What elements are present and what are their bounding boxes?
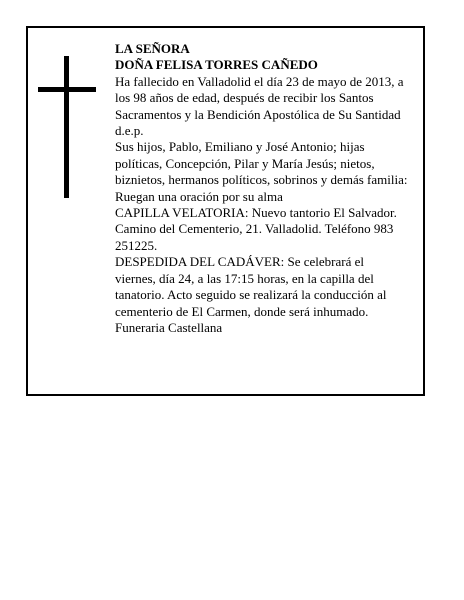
notice-line: viernes, día 24, a las 17:15 horas, en la capilla del	[115, 270, 374, 286]
notice-line: Sus hijos, Pablo, Emiliano y José Antonio; hijas	[115, 139, 365, 155]
notice-line: d.e.p.	[115, 123, 144, 139]
notice-line: los 98 años de edad, después de recibir los Santos	[115, 90, 374, 106]
notice-line: Sacramentos y la Bendición Apostólica de Su Santidad	[115, 106, 401, 122]
notice-line: DESPEDIDA DEL CADÁVER: Se celebrará el	[115, 254, 364, 270]
notice-line: Ruegan una oración por su alma	[115, 188, 283, 204]
notice-line: Ha fallecido en Valladolid el día 23 de mayo de 2013, a	[115, 73, 404, 89]
cross-vertical-bar	[64, 56, 69, 198]
notice-line: CAPILLA VELATORIA: Nuevo tantorio El Salvador.	[115, 205, 397, 221]
notice-line: tanatorio. Acto seguido se realizará la conducción al	[115, 287, 387, 303]
deceased-name: DOÑA FELISA TORRES CAÑEDO	[115, 57, 318, 73]
obituary-notice	[26, 26, 425, 396]
notice-text	[115, 41, 427, 336]
notice-line: cementerio de El Carmen, donde será inhumado.	[115, 303, 369, 319]
notice-line: políticas, Concepción, Pilar y María Jesús; nietos,	[115, 155, 375, 171]
cross-icon	[38, 56, 96, 198]
cross-horizontal-bar	[38, 87, 96, 92]
notice-line: Camino del Cementerio, 21. Valladolid. Teléfono 983	[115, 221, 394, 237]
notice-line: biznietos, hermanos políticos, sobrinos y demás familia:	[115, 172, 408, 188]
notice-line: 251225.	[115, 237, 158, 253]
notice-line: Funeraria Castellana	[115, 319, 223, 335]
notice-heading: LA SEÑORA	[115, 41, 190, 56]
